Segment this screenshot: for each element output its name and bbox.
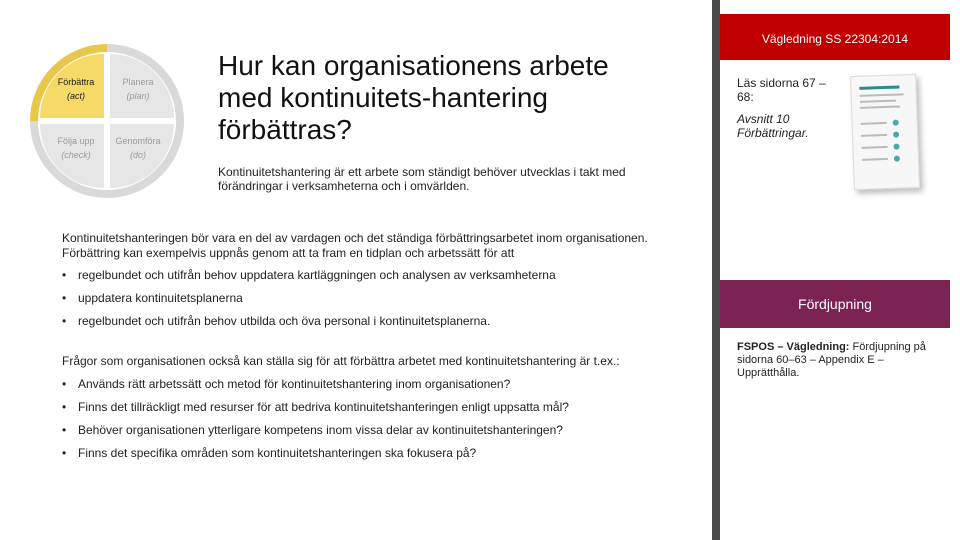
list-item: • Finns det specifika områden som kontinuitetshanteringen ska fokusera på? [62, 446, 477, 460]
body-paragraph: Kontinuitetshanteringen bör vara en del av vardagen och det ständiga förbättringsarbetet inom organisationen. Förbättring kan exempelvis uppnås genom att ta fram en tidplan och arbetssätt för att [62, 231, 648, 260]
list-item: • uppdatera kontinuitetsplanerna [62, 291, 243, 305]
questions-intro: Frågor som organisationen också kan ställa sig för att förbättra arbetet med kontinuitetshantering är t.ex.: [62, 354, 620, 368]
cycle-label-do: Genomföra (do) [115, 136, 161, 160]
section-reference: Avsnitt 10 Förbättringar. [737, 112, 809, 140]
deep-dive-header: Fördjupning [720, 280, 950, 328]
list-item: • Finns det tillräckligt med resurser för att bedriva kontinuitetshanteringen enligt uppsatta mål? [62, 400, 569, 414]
questions-list [62, 377, 569, 469]
pdca-cycle-graphic [28, 42, 186, 200]
list-item: • regelbundet och utifrån behov utbilda och öva personal i kontinuitetsplanerna. [62, 314, 491, 328]
deep-dive-text: FSPOS – Vägledning: Fördjupning på sidorna 60–63 – Appendix E – Upprätthålla. [737, 341, 926, 379]
list-item: • Behöver organisationen ytterligare kompetens inom vissa delar av kontinuitetshanteringen? [62, 423, 563, 437]
read-pages-text: Läs sidorna 67 –68: [737, 76, 826, 104]
cycle-label-check: Följa upp (check) [57, 136, 95, 160]
guide-document-thumbnail [850, 74, 920, 190]
list-item: • Används rätt arbetssätt och metod för kontinuitetshantering inom organisationen? [62, 377, 511, 391]
cycle-label-plan: Planera (plan) [122, 77, 154, 101]
intro-text: Kontinuitetshantering är ett arbete som ständigt behöver utvecklas i takt med förändringar i verksamheterna och i omvärlden. [218, 165, 626, 193]
pdca-cycle [28, 42, 186, 200]
list-item: • regelbundet och utifrån behov uppdatera kartläggningen och analysen av verksamheterna [62, 268, 556, 282]
improvement-list [62, 268, 556, 337]
cycle-label-act: Förbättra (act) [57, 77, 95, 101]
page-title: Hur kan organisationens arbete med kontinuitets-hantering förbättras? [218, 50, 609, 145]
guide-header: Vägledning SS 22304:2014 [720, 14, 950, 60]
side-panel-border [712, 0, 720, 540]
